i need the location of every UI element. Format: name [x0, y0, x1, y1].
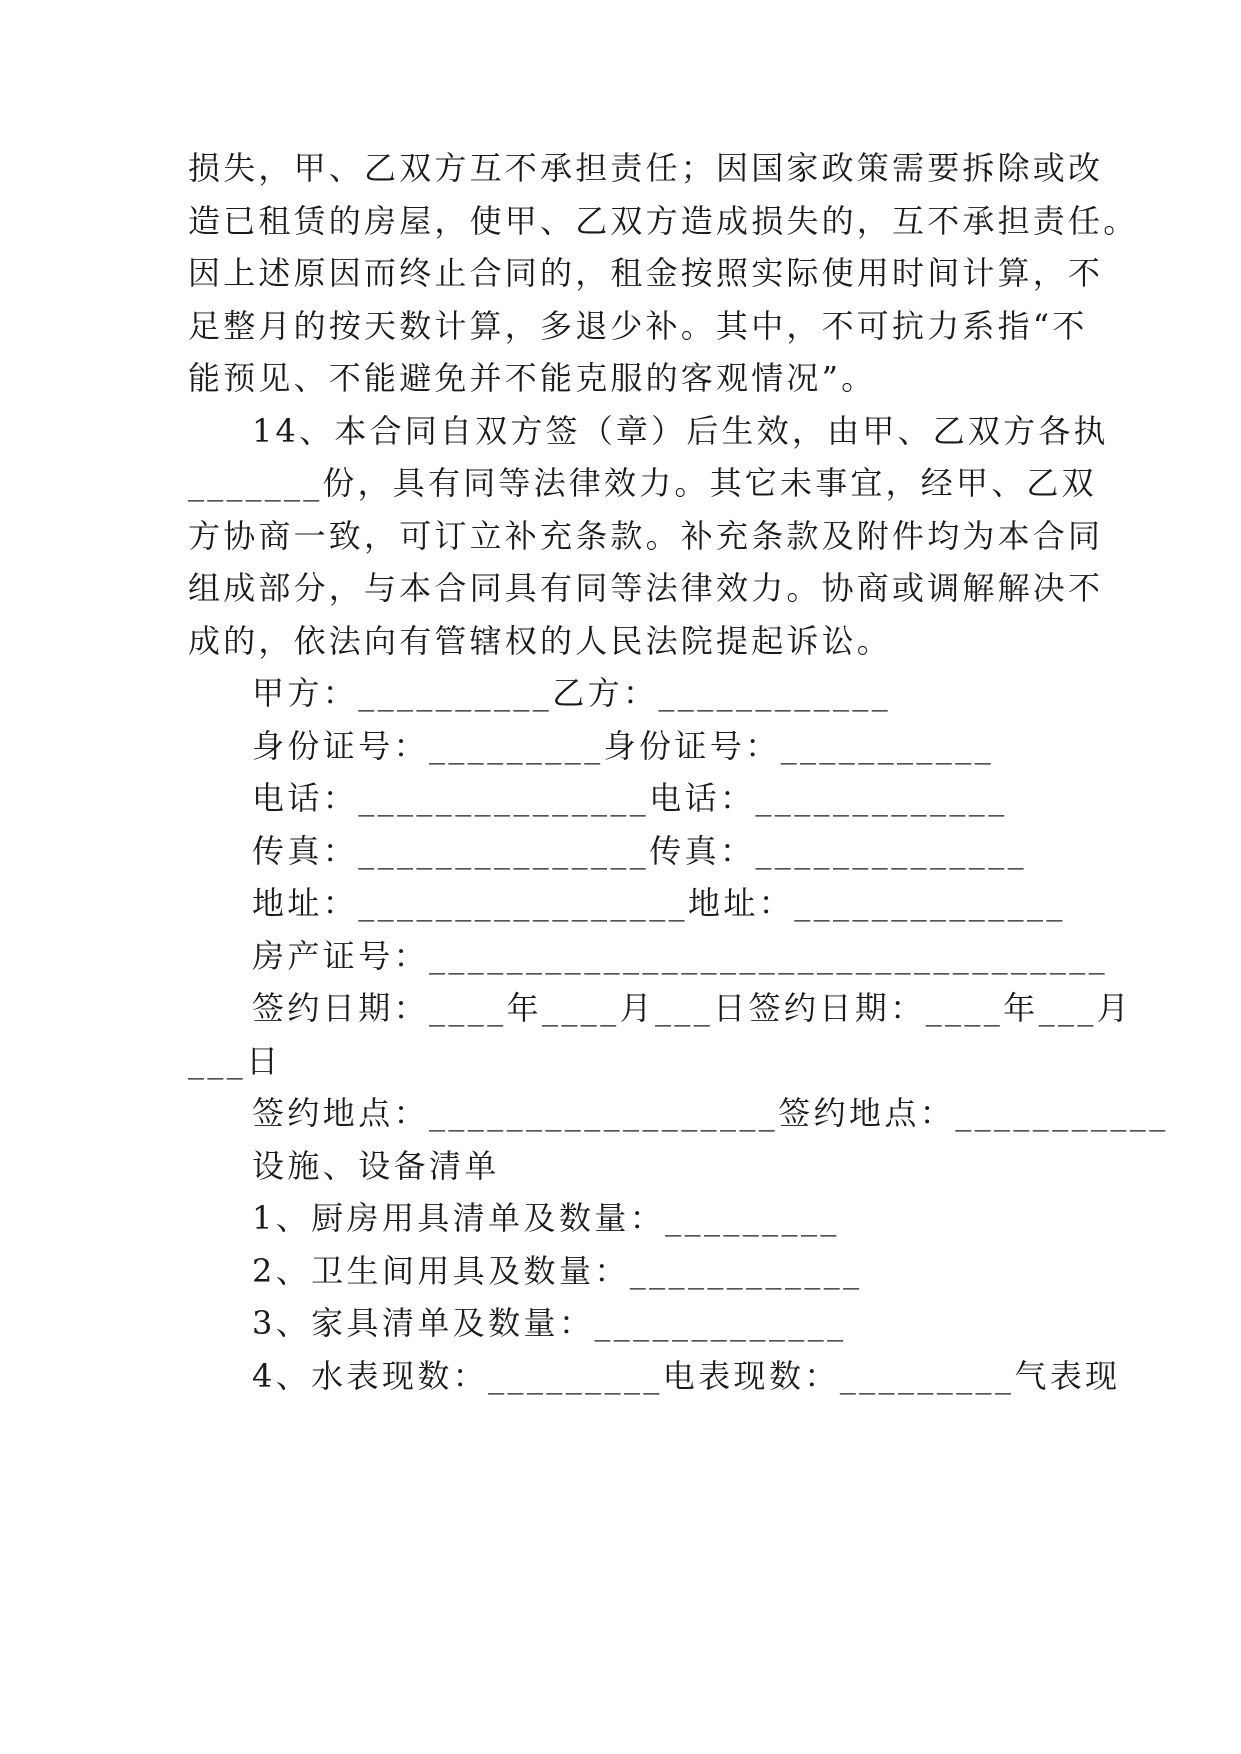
- paragraph-line: 因上述原因而终止合同的，租金按照实际使用时间计算，不: [188, 254, 1104, 292]
- id-number-field: 身份证号：_________身份证号：___________: [252, 727, 995, 765]
- paragraph-line: _______份，具有同等法律效力。其它未事宜，经甲、乙双: [188, 464, 1097, 502]
- phone-field: 电话：_______________电话：_____________: [252, 779, 1008, 817]
- bathroom-items-field: 2、卫生间用具及数量：____________: [252, 1252, 863, 1290]
- party-name-field: 甲方：__________乙方：____________: [252, 674, 892, 712]
- paragraph-line: 足整月的按天数计算，多退少补。其中，不可抗力系指“不: [188, 307, 1088, 345]
- meter-readings-field: 4、水表现数：_________电表现数：_________气表现: [252, 1357, 1121, 1395]
- paragraph-line: 能预见、不能避免并不能克服的客观情况”。: [188, 359, 877, 397]
- signing-place-field: 签约地点：__________________签约地点：___________: [252, 1094, 1169, 1132]
- property-certificate-field: 房产证号：___________________________________: [252, 937, 1108, 975]
- kitchen-items-field: 1、厨房用具清单及数量：_________: [252, 1199, 840, 1237]
- fax-field: 传真：_______________传真：______________: [252, 832, 1028, 870]
- clause-14-line: 14、本合同自双方签（章）后生效，由甲、乙双方各执: [252, 412, 1109, 450]
- paragraph-line: 造已租赁的房屋，使甲、乙双方造成损失的，互不承担责任。: [188, 202, 1139, 240]
- signing-date-day: ___日: [188, 1042, 282, 1080]
- furniture-items-field: 3、家具清单及数量：_____________: [252, 1304, 847, 1342]
- paragraph-line: 组成部分，与本合同具有同等法律效力。协商或调解解决不: [188, 569, 1104, 607]
- equipment-list-heading: 设施、设备清单: [252, 1147, 500, 1185]
- paragraph-line: 成的，依法向有管辖权的人民法院提起诉讼。: [188, 622, 893, 660]
- address-field: 地址：_________________地址：______________: [252, 884, 1066, 922]
- signing-date-field: 签约日期：____年____月___日签约日期：____年___月: [252, 989, 1133, 1027]
- paragraph-line: 损失，甲、乙双方互不承担责任；因国家政策需要拆除或改: [188, 149, 1104, 187]
- paragraph-line: 方协商一致，可订立补充条款。补充条款及附件均为本合同: [188, 517, 1104, 555]
